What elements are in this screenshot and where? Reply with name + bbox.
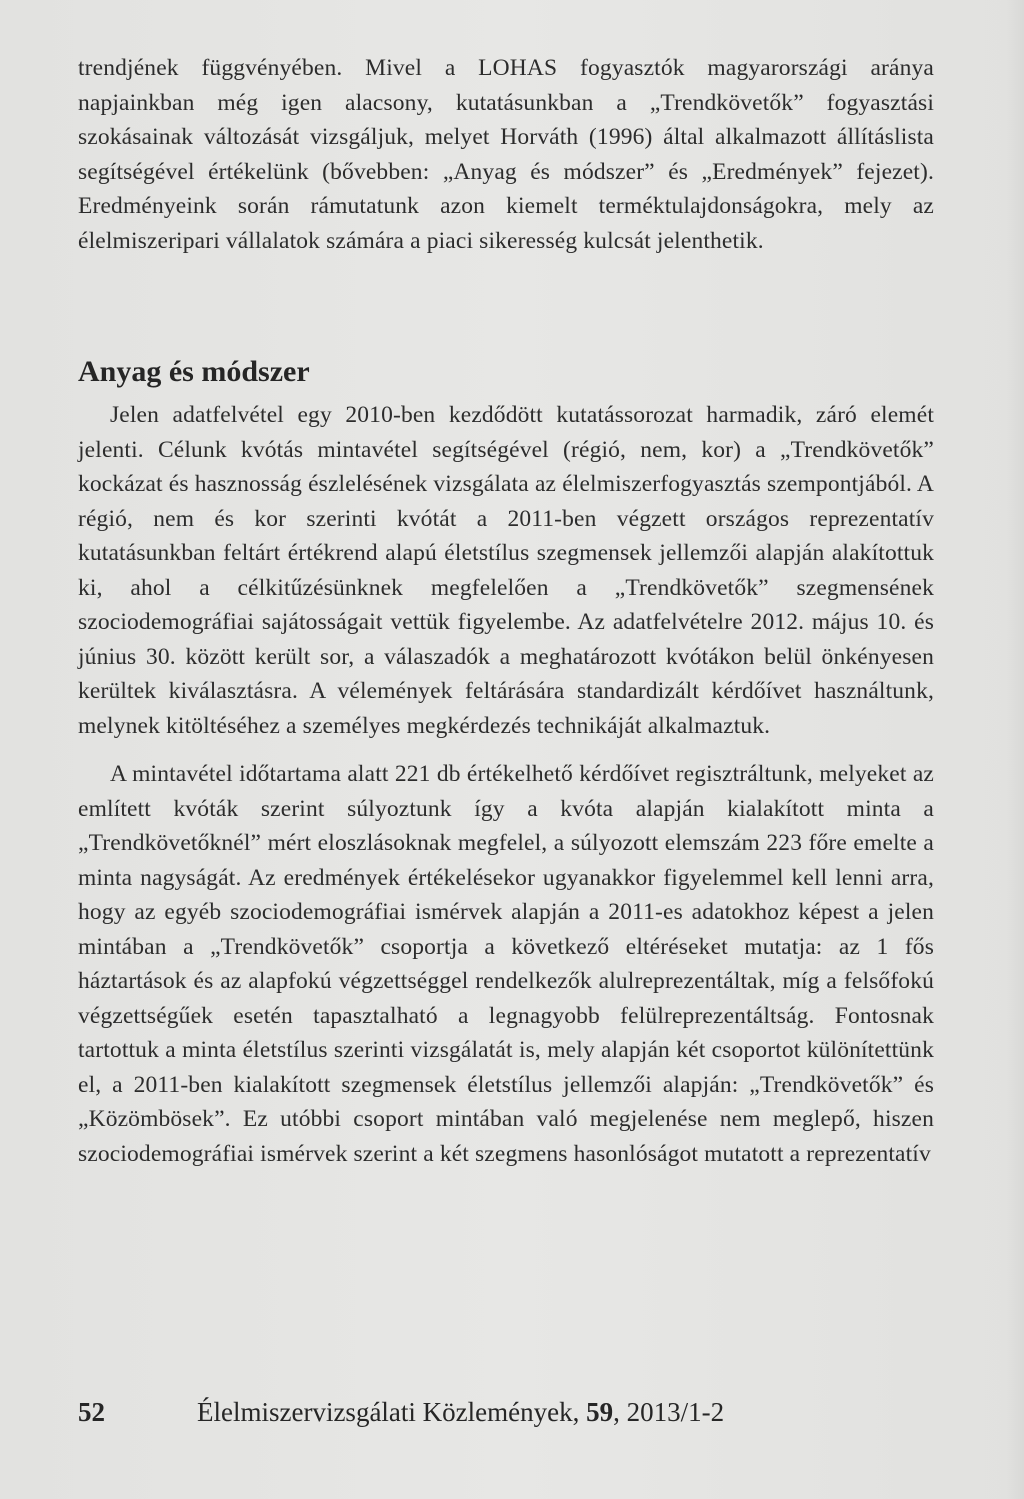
journal-name: Élelmiszervizsgálati Közlemények, [197, 1397, 587, 1427]
methods-section [78, 398, 934, 1171]
intro-section [78, 51, 934, 258]
page-number: 52 [78, 1397, 105, 1427]
intro-paragraph: trendjének függvényében. Mivel a LOHAS fogyasztók magyarországi aránya napjainkban még igen alacsony, kutatásunkban a „Trendkövetők” fogyasztási szokásainak változását vizsgáljuk, melyet Horváth (1996) által alkalmazott állításlista segítségével értékelünk (bővebben: „Anyag és módszer” és „Eredmények” fejezet). Eredményeink során rámutatunk azon kiemelt terméktulajdonságokra, mely az élelmiszeripari vállalatok számára a piaci sikeresség kulcsát jelenthetik. [78, 55, 934, 254]
methods-paragraph-1: Jelen adatfelvétel egy 2010-ben kezdődött kutatássorozat harmadik, záró elemét jelenti. Célunk kvótás mintavétel segítségével (régió, nem, kor) a „Trendkövetők” kockázat és hasznosság észlelésének vizsgálata az élelmiszerfogyasztás szempontjából. A régió, nem és kor szerinti kvótát a 2011-ben végzett országos reprezentatív kutatásunkban feltárt értékrend alapú életstílus szegmensek jellemzői alapján alakítottuk ki, ahol a célkitűzésünknek megfelelően a „Trendkövetők” szegmensének szociodemográfiai sajátosságait vettük figyelembe. Az adatfelvételre 2012. május 10. és június 30. között került sor, a válaszadók a meghatározott kvótákon belül önkényesen kerültek kiválasztásra. A vélemények feltárására standardizált kérdőívet használtunk, melynek kitöltéséhez a személyes megkérdezés technikáját alkalmaztuk. [78, 402, 934, 739]
page-edge-shadow [1006, 0, 1024, 1499]
journal-issue: , 2013/1-2 [613, 1397, 725, 1427]
section-heading: Anyag és módszer [78, 355, 310, 388]
journal-citation [197, 1392, 724, 1432]
journal-volume: 59 [586, 1397, 614, 1427]
page-footer [78, 1392, 938, 1432]
methods-paragraph-2: A mintavétel időtartama alatt 221 db értékelhető kérdőívet regisztráltunk, melyeket az említett kvóták szerint súlyoztunk így a kvóta alapján kialakított minta a „Trendkövetőknél” mért eloszlásoknak megfelel, a súlyozott elemszám 223 főre emelte a minta nagyságát. Az eredmények értékelésekor ugyanakkor figyelemmel kell lenni arra, hogy az egyéb szociodemográfiai ismérvek alapján a 2011-es adatokhoz képest a jelen mintában a „Trendkövetők” csoportja a következő eltéréseket mutatja: az 1 fős háztartások és az alapfokú végzettséggel rendelkezők alulreprezentáltak, míg a felsőfokú végzettségűek esetén tapasztalható a legnagyobb felülreprezentáltság. Fontosnak tartottuk a minta életstílus szerinti vizsgálatát is, mely alapján két csoportot különítettünk el, a 2011-ben kialakított szegmensek életstílus jellemzői alapján: „Trendkövetők” és „Közömbösek”. Ez utóbbi csoport mintában való megjelenése nem meglepő, hiszen szociodemográfiai ismérvek szerint a két szegmens hasonlóságot mutatott a reprezentatív [78, 761, 934, 1167]
